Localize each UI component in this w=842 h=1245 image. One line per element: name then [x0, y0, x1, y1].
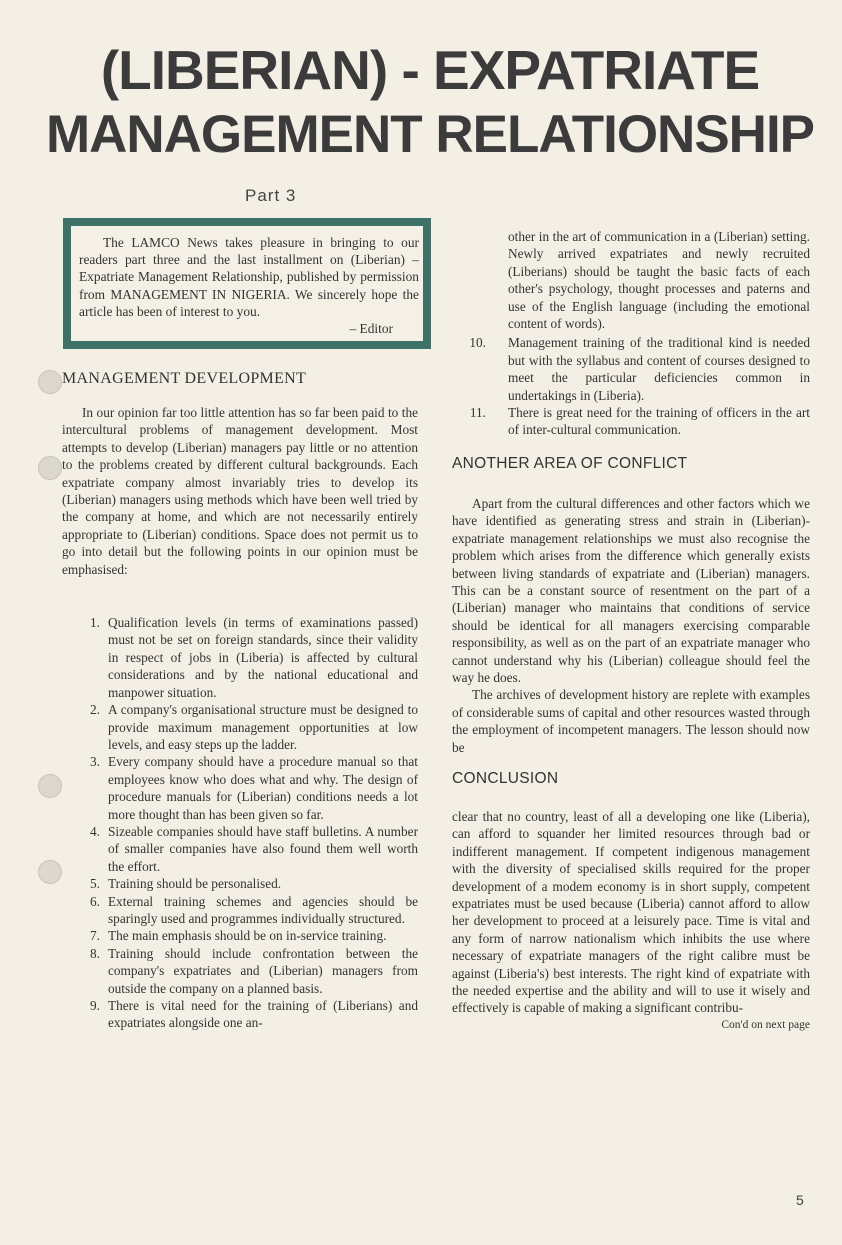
- management-development-paragraph: In our opinion far too little attention has so far been paid to the intercultural problems of management development. Most attempts to develop (Liberian) managers pay little or no attention to the problems created by different cultural backgrounds. Each expatriate company almost invariably tries to develop its (Liberian) managers using methods which have been well tried by the company at home, and which are not necessarily entirely appropriate to (Liberian) conditions. Space does not permit us to go into detail but the following points in our opinion must be emphasised:: [62, 405, 418, 577]
- another-area-heading: ANOTHER AREA OF CONFLICT: [452, 454, 688, 472]
- another-area-paragraph-2: The archives of development history are replete with examples of considerable sums of capital and other resources wasted through the employment of incompetent managers. The lesson should now be: [452, 687, 810, 755]
- management-development-heading: MANAGEMENT DEVELOPMENT: [62, 370, 307, 387]
- list-item: 6. External training schemes and agencies should be sparingly used and programmes individually structured.: [90, 893, 418, 926]
- conclusion-heading: CONCLUSION: [452, 769, 559, 787]
- conclusion-paragraph: clear that no country, least of all a developing one like (Liberia), can afford to squander her limited resources through bad or indifferent management. If competent indigenous management with the diversity of specialised skills required for the proper development of a modem economy is in short supply, competent expatriates must be used because (Liberia) cannot afford to allow her development to proceed at a leisurely pace. Time is vital and any form of narrow nationalism which inhibits the use where necessary of expatriate managers of the right calibre must be against (Liberia's) best interests. The right kind of expatriate with the needed expertise and the ability and will to use it wisely and effectively is capable of making a significant contribu-: [452, 808, 810, 1016]
- list-item: 11. There is great need for the training of officers in the art of inter-cultural communication.: [469, 405, 810, 438]
- point-9-continued: other in the art of communication in a (Liberian) setting. Newly arrived expatriates and newly recruited (Liberians) should be taught the basic facts of each other's psychology, thought processes and paterns and use of the English language (including the emotional content of words).: [508, 229, 810, 332]
- punch-hole-upper: [38, 456, 62, 480]
- list-item: 8. Training should include confrontation between the company's expatriates and (Liberian) managers from outside the company on a planned basis.: [90, 945, 418, 996]
- list-item: 7. The main emphasis should be on in-service training.: [90, 928, 387, 944]
- list-item: 2. A company's organisational structure must be designed to provide maximum management opportunities at low levels, and easy steps up the ladder.: [90, 702, 418, 752]
- list-item: 5. Training should be personalised.: [90, 876, 282, 892]
- list-item: 4. Sizeable companies should have staff bulletins. A number of smaller companies have also found them well worth the effort.: [90, 823, 418, 874]
- punch-hole-middle: [38, 774, 62, 798]
- continued-note: Con'd on next page: [721, 1018, 810, 1031]
- title-line-1: (LIBERIAN) - EXPATRIATE: [100, 39, 760, 101]
- punch-hole-lower: [38, 860, 62, 884]
- list-item: 3. Every company should have a procedure manual so that employees know who does what and why. The design of procedure manuals for (Liberian) conditions needs a lot more thought than has been given so far.: [90, 754, 418, 822]
- part-label: Part 3: [245, 186, 297, 205]
- points-list: [62, 614, 418, 1032]
- another-area-paragraph-1: Apart from the cultural differences and other factors which we have identified as generating stress and strain in (Liberian)-expatriate management relationships we must also recognise the problem which arises from the difference which generally exists between living standards of expatriate and (Liberian) managers. This can be a constant source of resentment on the part of a (Liberian) manager who maintains that conditions of service should be identical for all managers exercising comparable responsibility, as well as on the part of an expatriate manager who cannot understand why his (Liberian) colleague should feel the way he does.: [452, 495, 810, 685]
- list-item: 9. There is vital need for the training of (Liberians) and expatriates alongside one an-: [90, 998, 418, 1031]
- list-item: 10. Management training of the traditional kind is needed but with the syllabus and content of courses designed to meet the particular deficiencies common in undertakings in (Liberia).: [469, 335, 810, 403]
- right-column: [452, 228, 810, 1031]
- list-item: 1. Qualification levels (in terms of examinations passed) must not be set on foreign standards, since their validity in respect of jobs in (Liberia) is affected by cultural considerations and by the national educational and manpower situation.: [90, 615, 418, 700]
- points-list-continued: [452, 334, 810, 438]
- editor-signature: – Editor: [349, 321, 393, 337]
- page-number: 5: [796, 1192, 804, 1208]
- title-line-2: MANAGEMENT RELATIONSHIP: [45, 105, 815, 164]
- left-column: [62, 370, 418, 1032]
- editor-note-text: The LAMCO News takes pleasure in bringing to our readers part three and the last installment on (Liberian) – Expatriate Management Relationship, published by permission from MANAGEMENT IN NIGERIA. We sincerely hope the article has been of interest to you.: [79, 235, 419, 319]
- punch-hole-top: [38, 370, 62, 394]
- article-title: [40, 40, 820, 170]
- editor-note-box: [63, 218, 431, 349]
